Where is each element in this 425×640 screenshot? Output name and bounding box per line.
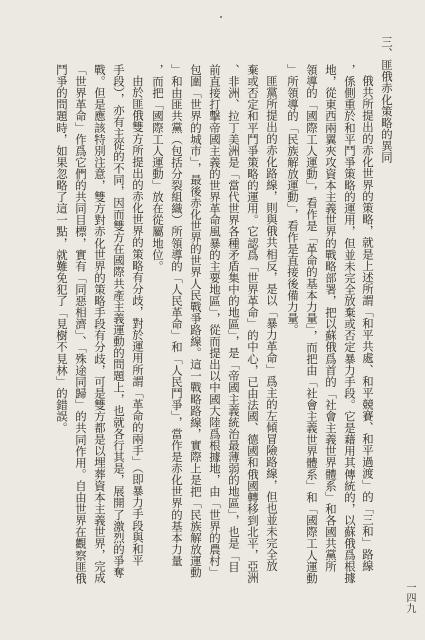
page-number: 一四九 — [404, 582, 415, 614]
section-heading: 三、匪俄赤化策略的異同 — [380, 36, 394, 164]
text-column: 俄共所提出的赤化世界的策略，就是上述所謂「和平共處、和平競賽、和平過渡」的「三和」路線 — [361, 75, 375, 572]
text-column: 地，從東西兩翼夾攻資本主義世界的戰略部署，把以蘇俄爲首的「社會主義世界體系」和各國共黨所 — [324, 64, 338, 573]
text-column: 領導的「國際工人運動」，看作是「革命的基本力量」，而把由「社會主義世界體系」和「國際工人運動 — [305, 64, 319, 584]
text-column: 鬥爭的問題時，如果忽略了這一點，就難免犯了「見樹不見林」的錯誤。 — [55, 64, 69, 434]
text-column: 戰。但是應該特別注意，雙方對赤化世界的策略手段有分歧，可是雙方都是以埋葬資本主義世界，完成 — [93, 64, 107, 584]
text-column: 」所領導的「民族解放運動」，看作是直接後備力量。 — [286, 64, 300, 336]
text-column: 前直接打擊帝國主義的世界革命風暴的主要地區」，從而提出以中國大陸爲根據地，由「世界的農村」 — [208, 64, 222, 579]
text-column: 棄或否定和平鬥爭策略的運用。它認爲「世界革命」的中心，已由法國、德國和俄國轉移到北平，亞洲 — [246, 64, 260, 584]
text-column: 「世界革命」作爲它們的共同目標，實有「同惡相濟」、「殊途同歸」的共同作用。自由世界在觀察匪俄 — [74, 64, 88, 584]
text-column: 、非洲、拉丁美洲是「當代世界各種矛盾集中的地區」，是「帝國主義統治最薄弱的地區」，也是「目 — [227, 64, 241, 573]
text-column: 手段），亦有主從的不同，因而雙方在國際共產主義運動的問題上，也就各行其是，展開了激烈的爭奪 — [112, 64, 126, 579]
text-column: 匪黨所提出的赤化路線，則與俄共相反，是以「暴力革命」爲主的左傾冒險路線，但也並未完全放 — [265, 75, 279, 572]
text-column: 由於匪俄雙方所提出的赤化世界的策略有分歧，對於運用所謂「革命的兩手」（即暴力手段與和平 — [131, 75, 145, 566]
text-column: ，係側重於和平鬥爭策略的運用，但並未完全放棄或否定暴力手段。它是藉用其傳統的，以蘇俄爲根據 — [343, 64, 357, 584]
text-column: 」和由匪共黨（包括分裂組織）所領導的「人民革命」和「人民鬥爭」，當作是赤化世界的基本力量 — [170, 64, 184, 567]
text-column: 包圍「世界的城市」，最後赤化世界的世界人民戰爭路線。這一戰略路線，實際上是把「民族解放運動 — [189, 64, 203, 579]
paper-speck — [220, 16, 222, 18]
text-column: ，而把「國際工人運動」放在從屬地位。 — [151, 64, 165, 272]
